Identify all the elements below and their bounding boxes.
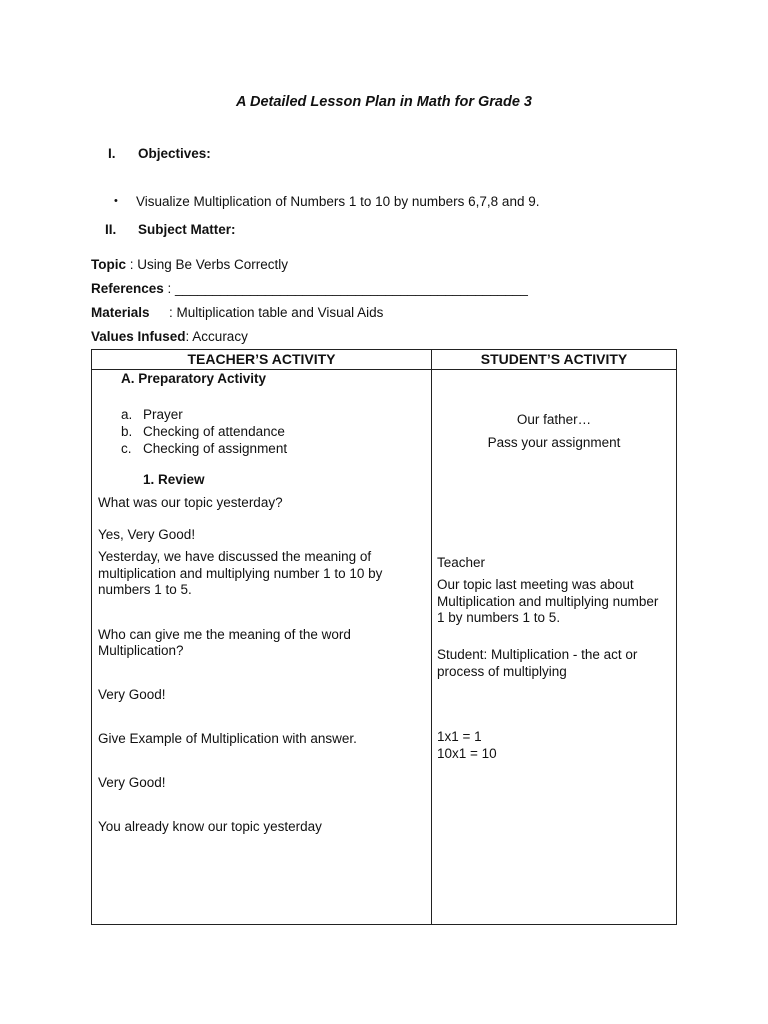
meaning-question-line: Who can give me the meaning of the word bbox=[98, 627, 351, 642]
praise-very-good: Yes, Very Good! bbox=[98, 527, 196, 542]
student-example-line: 10x1 = 10 bbox=[437, 746, 497, 761]
student-teacher-reply: Teacher bbox=[437, 555, 486, 570]
meaning-question-line: Multiplication? bbox=[98, 643, 184, 658]
field-values-key: Values Infused bbox=[91, 329, 186, 344]
example-question: Give Example of Multiplication with answer. bbox=[98, 731, 357, 746]
list-item-attendance: Checking of attendance bbox=[143, 424, 285, 439]
closing-remark: You already know our topic yesterday bbox=[98, 819, 322, 834]
section-subject-number: II. bbox=[105, 222, 117, 237]
praise-very-good: Very Good! bbox=[98, 687, 166, 702]
objective-item: Visualize Multiplication of Numbers 1 to 10 by numbers 6,7,8 and 9. bbox=[136, 194, 540, 209]
student-meaning-answer-line: Student: Multiplication - the act or bbox=[437, 647, 638, 662]
field-values bbox=[91, 329, 248, 344]
field-materials-value: : Multiplication table and Visual Aids bbox=[169, 305, 384, 320]
field-materials-key: Materials bbox=[91, 305, 150, 320]
list-marker: c. bbox=[121, 441, 132, 456]
student-pass-assignment: Pass your assignment bbox=[487, 435, 621, 450]
student-topic-answer-line: Our topic last meeting was about bbox=[437, 577, 634, 592]
field-references-value: : _______________________________________________ bbox=[163, 281, 528, 296]
section-objectives-label: Objectives: bbox=[138, 146, 211, 161]
field-values-value: : Accuracy bbox=[185, 329, 248, 344]
discussion-line: numbers 1 to 5. bbox=[98, 582, 192, 597]
praise-very-good: Very Good! bbox=[98, 775, 166, 790]
discussion-line: multiplication and multiplying number 1 to 10 by bbox=[98, 566, 383, 581]
student-meaning-answer-line: process of multiplying bbox=[437, 664, 567, 679]
list-item-prayer: Prayer bbox=[143, 407, 183, 422]
field-topic-key: Topic bbox=[91, 257, 126, 272]
list-item-assignment: Checking of assignment bbox=[143, 441, 288, 456]
section-subject-label: Subject Matter: bbox=[138, 222, 236, 237]
student-topic-answer-line: Multiplication and multiplying number bbox=[437, 594, 659, 609]
table-header-divider bbox=[92, 369, 676, 370]
document-title: A Detailed Lesson Plan in Math for Grade 3 bbox=[236, 94, 532, 110]
question-topic-yesterday: What was our topic yesterday? bbox=[98, 495, 283, 510]
student-topic-answer-line: 1 by numbers 1 to 5. bbox=[437, 610, 561, 625]
review-heading: 1. Review bbox=[143, 472, 205, 487]
bullet-marker: • bbox=[114, 195, 118, 207]
activity-table bbox=[91, 349, 677, 925]
list-marker: a. bbox=[121, 407, 133, 422]
field-references bbox=[91, 281, 528, 296]
header-student-activity: STUDENT’S ACTIVITY bbox=[480, 351, 628, 367]
list-marker: b. bbox=[121, 424, 133, 439]
section-objectives-number: I. bbox=[108, 146, 116, 161]
field-materials bbox=[91, 305, 150, 320]
discussion-line: Yesterday, we have discussed the meaning of bbox=[98, 549, 372, 564]
field-topic-value: : Using Be Verbs Correctly bbox=[126, 257, 289, 272]
prep-activity-heading: A. Preparatory Activity bbox=[121, 371, 267, 386]
field-topic bbox=[91, 257, 288, 272]
header-teacher-activity: TEACHER’S ACTIVITY bbox=[187, 351, 336, 367]
field-references-key: References bbox=[91, 281, 164, 296]
student-example-line: 1x1 = 1 bbox=[437, 729, 482, 744]
student-prayer: Our father… bbox=[516, 412, 592, 427]
